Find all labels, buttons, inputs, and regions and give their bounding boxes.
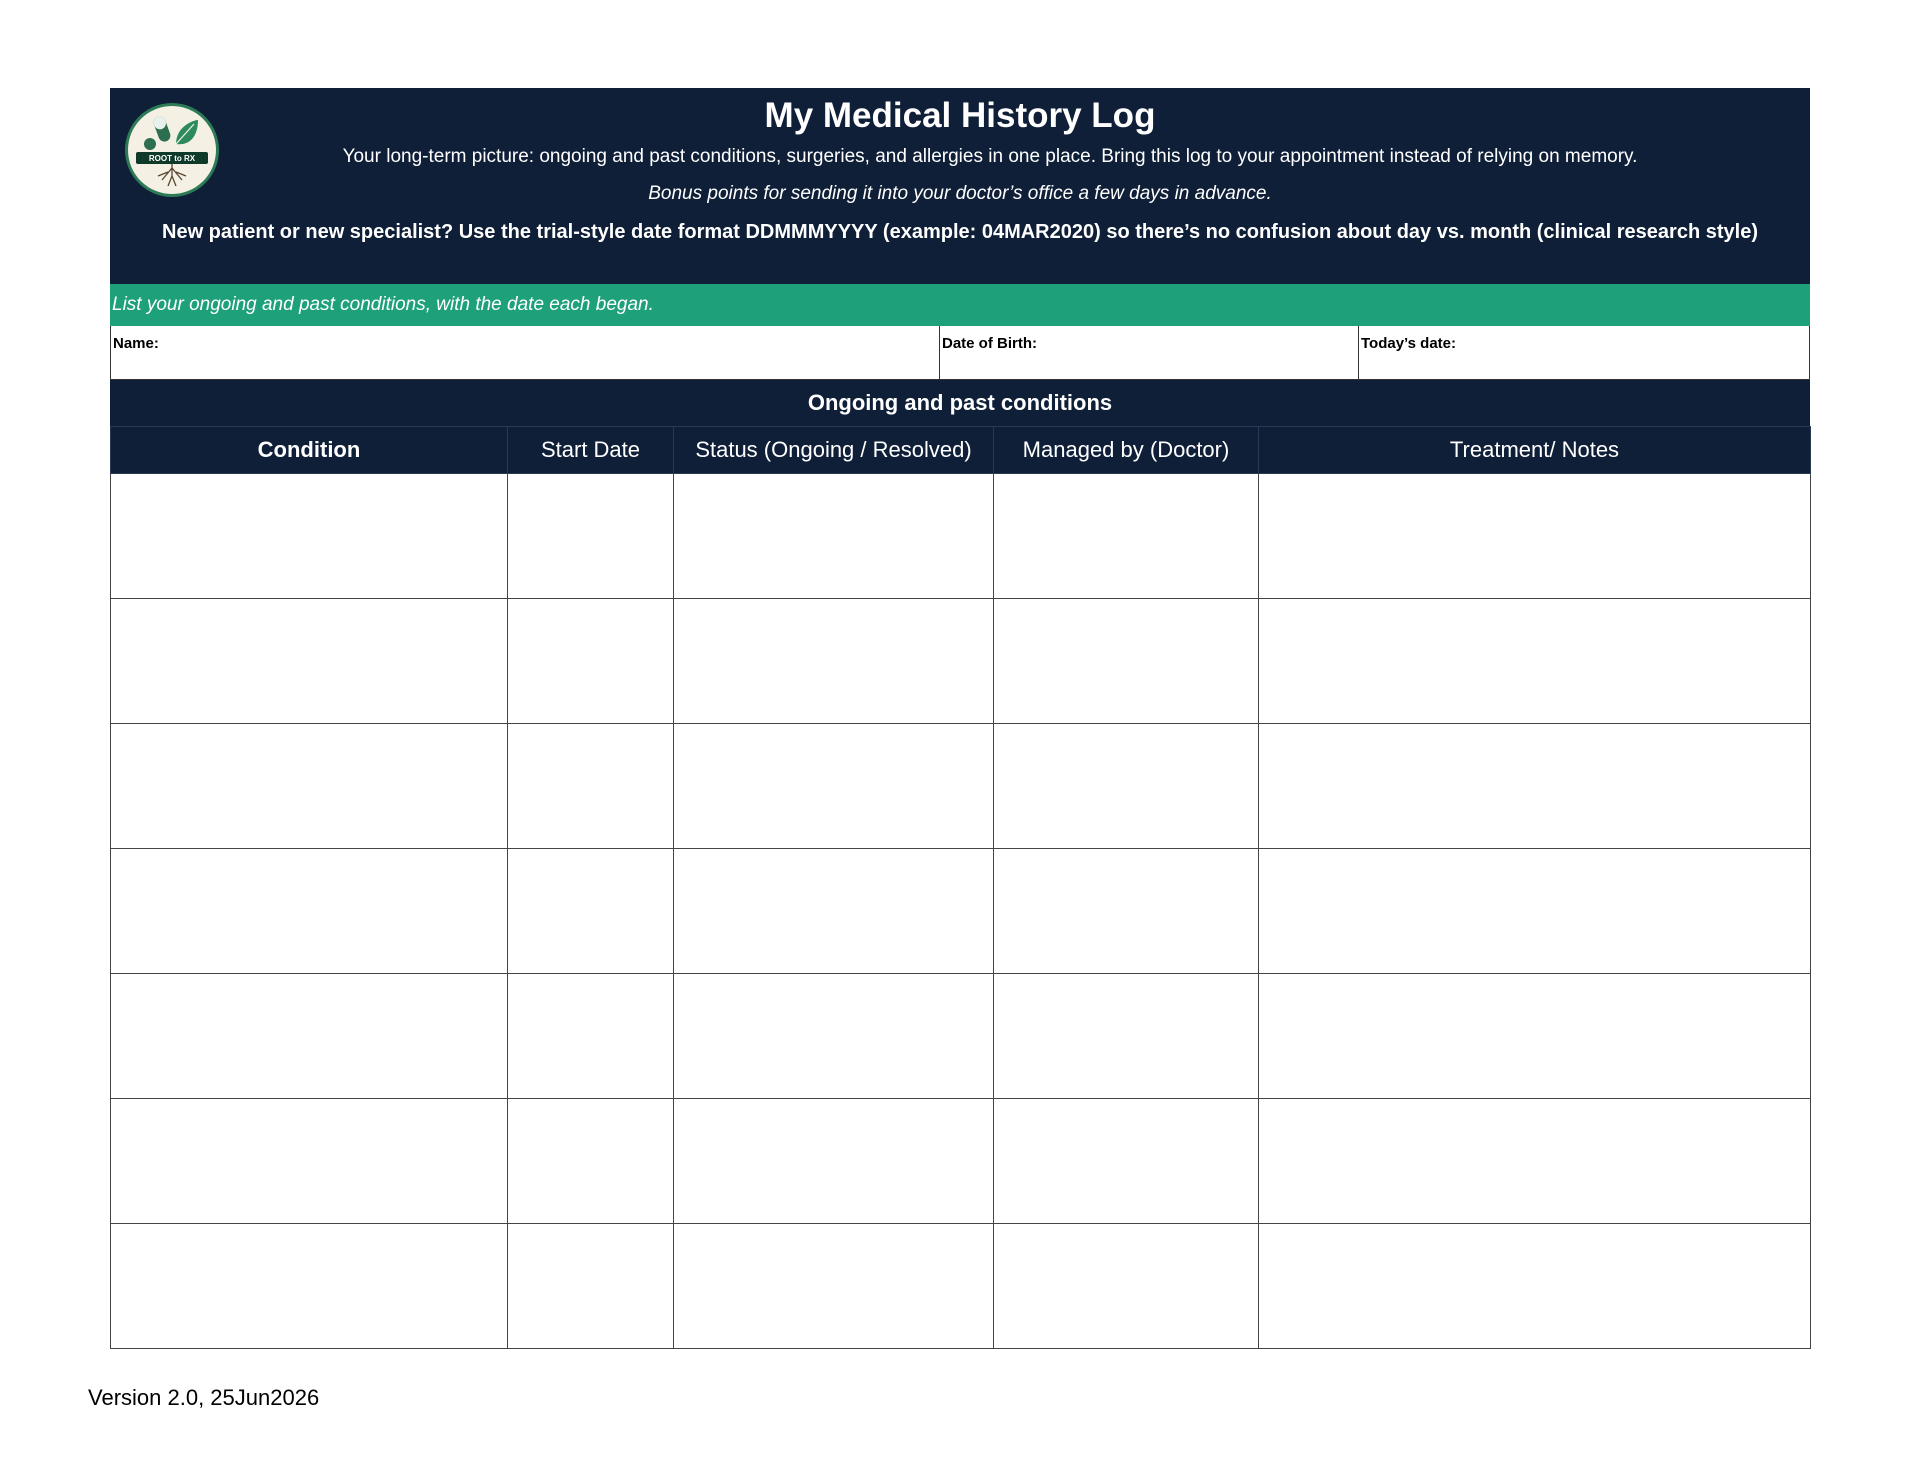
status-cell[interactable]: [674, 599, 994, 724]
status-cell[interactable]: [674, 1099, 994, 1224]
column-header-start-date: Start Date: [508, 427, 674, 474]
date-format-note: New patient or new specialist? Use the trial-style date format DDMMMYYYY (example: 04MAR2020) so there’s no confusion about day vs. month (clinical research style): [162, 221, 1758, 243]
column-header-status: Status (Ongoing / Resolved): [674, 427, 994, 474]
condition-cell[interactable]: [111, 1224, 508, 1349]
condition-cell[interactable]: [111, 1099, 508, 1224]
column-header-condition: Condition: [111, 427, 508, 474]
status-cell[interactable]: [674, 974, 994, 1099]
condition-cell[interactable]: [111, 724, 508, 849]
intro-text: Your long-term picture: ongoing and past conditions, surgeries, and allergies in one place. Bring this log to your appointment instead of relying on memory.: [342, 146, 1638, 167]
start-date-cell[interactable]: [508, 849, 674, 974]
managed-by-cell[interactable]: [994, 599, 1259, 724]
start-date-cell[interactable]: [508, 599, 674, 724]
medical-history-sheet: [110, 88, 1810, 1349]
table-row: [111, 474, 1811, 599]
table-body: [111, 474, 1811, 1349]
start-date-cell[interactable]: [508, 974, 674, 1099]
section-title: Ongoing and past conditions: [110, 380, 1810, 426]
status-cell[interactable]: [674, 1224, 994, 1349]
condition-cell[interactable]: [111, 599, 508, 724]
table-row: [111, 1224, 1811, 1349]
managed-by-cell[interactable]: [994, 1099, 1259, 1224]
table-header-row: [111, 427, 1811, 474]
treatment-notes-cell[interactable]: [1259, 1099, 1811, 1224]
table-row: [111, 599, 1811, 724]
treatment-notes-cell[interactable]: [1259, 599, 1811, 724]
condition-cell[interactable]: [111, 849, 508, 974]
column-header-treatment-notes: Treatment/ Notes: [1259, 427, 1811, 474]
start-date-cell[interactable]: [508, 724, 674, 849]
start-date-cell[interactable]: [508, 1099, 674, 1224]
condition-cell[interactable]: [111, 974, 508, 1099]
status-cell[interactable]: [674, 724, 994, 849]
managed-by-cell[interactable]: [994, 974, 1259, 1099]
header-banner: [110, 88, 1810, 284]
status-cell[interactable]: [674, 474, 994, 599]
column-header-managed-by: Managed by (Doctor): [994, 427, 1259, 474]
name-field[interactable]: Name:: [111, 326, 940, 379]
conditions-table: [110, 426, 1811, 1349]
todays-date-field[interactable]: Today’s date:: [1361, 335, 1457, 352]
treatment-notes-cell[interactable]: [1259, 1224, 1811, 1349]
table-row: [111, 1099, 1811, 1224]
version-footer: Version 2.0, 25Jun2026: [88, 1385, 320, 1410]
start-date-cell[interactable]: [508, 474, 674, 599]
treatment-notes-cell[interactable]: [1259, 724, 1811, 849]
logo-text: ROOT to RX: [148, 154, 196, 163]
table-row: [111, 849, 1811, 974]
page-title: My Medical History Log: [764, 96, 1156, 135]
managed-by-cell[interactable]: [994, 724, 1259, 849]
start-date-cell[interactable]: [508, 1224, 674, 1349]
patient-info-row: [110, 326, 1810, 380]
status-cell[interactable]: [674, 849, 994, 974]
table-row: [111, 724, 1811, 849]
instruction-bar: List your ongoing and past conditions, with the date each began.: [110, 284, 1810, 326]
bonus-text: Bonus points for sending it into your doctor’s office a few days in advance.: [648, 183, 1272, 204]
treatment-notes-cell[interactable]: [1259, 474, 1811, 599]
managed-by-cell[interactable]: [994, 849, 1259, 974]
treatment-notes-cell[interactable]: [1259, 849, 1811, 974]
condition-cell[interactable]: [111, 474, 508, 599]
treatment-notes-cell[interactable]: [1259, 974, 1811, 1099]
table-row: [111, 974, 1811, 1099]
date-of-birth-field[interactable]: Date of Birth:: [940, 326, 1359, 379]
managed-by-cell[interactable]: [994, 1224, 1259, 1349]
managed-by-cell[interactable]: [994, 474, 1259, 599]
